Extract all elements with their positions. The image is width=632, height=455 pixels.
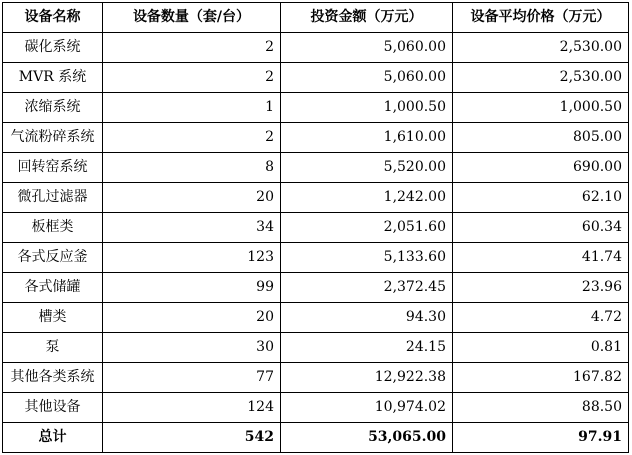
- equipment-name-cell: 板框类: [3, 213, 103, 243]
- header-investment-amount: 投资金额（万元）: [281, 3, 453, 33]
- table-row: [3, 153, 629, 183]
- quantity-cell: 20: [103, 303, 281, 333]
- average-price-cell: 23.96: [453, 273, 629, 303]
- average-price-cell: 60.34: [453, 213, 629, 243]
- quantity-cell: 123: [103, 243, 281, 273]
- quantity-cell: 77: [103, 363, 281, 393]
- equipment-name-cell: 泵: [3, 333, 103, 363]
- investment-cell: 94.30: [281, 303, 453, 333]
- total-row: [3, 423, 629, 453]
- average-price-cell: 805.00: [453, 123, 629, 153]
- total-label: 总计: [3, 423, 103, 453]
- investment-cell: 2,372.45: [281, 273, 453, 303]
- table-row: [3, 393, 629, 423]
- table-row: [3, 363, 629, 393]
- investment-cell: 1,242.00: [281, 183, 453, 213]
- equipment-name-cell: 气流粉碎系统: [3, 123, 103, 153]
- table-row: [3, 93, 629, 123]
- table-row: [3, 63, 629, 93]
- equipment-name-cell: MVR 系统: [3, 63, 103, 93]
- average-price-cell: 88.50: [453, 393, 629, 423]
- table-row: [3, 183, 629, 213]
- table-row: [3, 33, 629, 63]
- equipment-name-cell: 各式储罐: [3, 273, 103, 303]
- equipment-name-cell: 微孔过滤器: [3, 183, 103, 213]
- quantity-cell: 2: [103, 123, 281, 153]
- investment-cell: 5,520.00: [281, 153, 453, 183]
- table-row: [3, 273, 629, 303]
- equipment-name-cell: 槽类: [3, 303, 103, 333]
- table-body: [3, 33, 629, 453]
- table-row: [3, 303, 629, 333]
- average-price-cell: 4.72: [453, 303, 629, 333]
- equipment-name-cell: 各式反应釜: [3, 243, 103, 273]
- average-price-cell: 41.74: [453, 243, 629, 273]
- table-row: [3, 123, 629, 153]
- average-price-cell: 62.10: [453, 183, 629, 213]
- quantity-cell: 99: [103, 273, 281, 303]
- average-price-cell: 2,530.00: [453, 63, 629, 93]
- average-price-cell: 167.82: [453, 363, 629, 393]
- table-row: [3, 243, 629, 273]
- equipment-table: [2, 2, 629, 453]
- header-equipment-quantity: 设备数量（套/台）: [103, 3, 281, 33]
- average-price-cell: 690.00: [453, 153, 629, 183]
- investment-cell: 2,051.60: [281, 213, 453, 243]
- average-price-cell: 2,530.00: [453, 33, 629, 63]
- quantity-cell: 20: [103, 183, 281, 213]
- quantity-cell: 8: [103, 153, 281, 183]
- header-average-price: 设备平均价格（万元）: [453, 3, 629, 33]
- investment-cell: 12,922.38: [281, 363, 453, 393]
- equipment-name-cell: 回转窑系统: [3, 153, 103, 183]
- investment-cell: 1,000.50: [281, 93, 453, 123]
- investment-cell: 5,133.60: [281, 243, 453, 273]
- average-price-cell: 0.81: [453, 333, 629, 363]
- table-row: [3, 213, 629, 243]
- investment-cell: 5,060.00: [281, 63, 453, 93]
- quantity-cell: 2: [103, 63, 281, 93]
- equipment-name-cell: 其他各类系统: [3, 363, 103, 393]
- investment-cell: 5,060.00: [281, 33, 453, 63]
- total-investment: 53,065.00: [281, 423, 453, 453]
- equipment-name-cell: 碳化系统: [3, 33, 103, 63]
- quantity-cell: 124: [103, 393, 281, 423]
- equipment-name-cell: 浓缩系统: [3, 93, 103, 123]
- average-price-cell: 1,000.50: [453, 93, 629, 123]
- investment-cell: 1,610.00: [281, 123, 453, 153]
- total-quantity: 542: [103, 423, 281, 453]
- investment-cell: 24.15: [281, 333, 453, 363]
- total-average-price: 97.91: [453, 423, 629, 453]
- header-equipment-name: 设备名称: [3, 3, 103, 33]
- table-header-row: [3, 3, 629, 33]
- quantity-cell: 34: [103, 213, 281, 243]
- table-row: [3, 333, 629, 363]
- quantity-cell: 1: [103, 93, 281, 123]
- quantity-cell: 2: [103, 33, 281, 63]
- equipment-name-cell: 其他设备: [3, 393, 103, 423]
- quantity-cell: 30: [103, 333, 281, 363]
- investment-cell: 10,974.02: [281, 393, 453, 423]
